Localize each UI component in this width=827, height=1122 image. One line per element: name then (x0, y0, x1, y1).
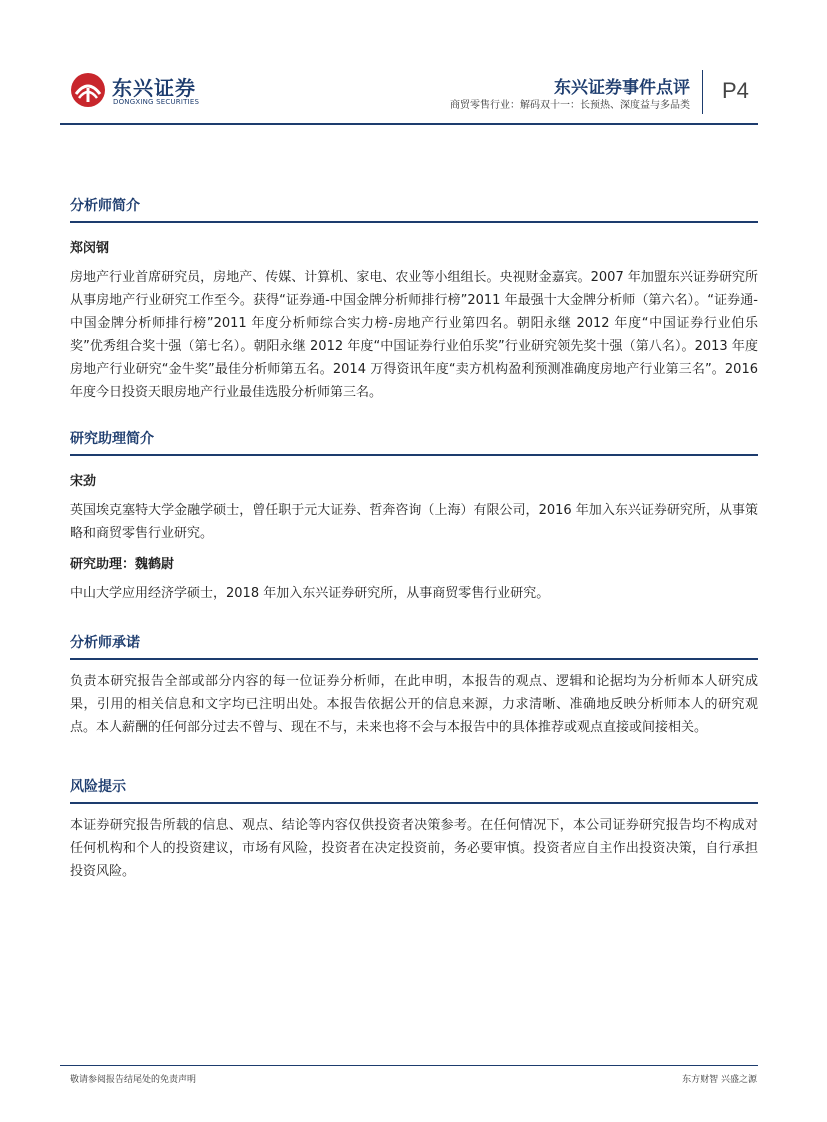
section-title: 风险提示 (70, 776, 758, 804)
assistant-name-1: 宋劲 (70, 474, 97, 489)
assistant-name-2: 研究助理：魏鹤尉 (70, 557, 175, 572)
report-type: 东兴证券事件点评 (554, 78, 690, 98)
footer-disclaimer-note: 敬请参阅报告结尾处的免责声明 (70, 1075, 197, 1085)
risk-section (70, 776, 758, 883)
dongxing-logo-icon (70, 72, 106, 108)
section-title: 分析师承诺 (70, 632, 758, 660)
section-title: 分析师简介 (70, 195, 758, 223)
analyst-bio: 房地产行业首席研究员，房地产、传媒、计算机、家电、农业等小组组长。央视财金嘉宾。2007 年加盟东兴证券研究所从事房地产行业研究工作至今。获得“证券通-中国金牌分析师排行榜”2011 年最强十大金牌分析师（第六名）。“证券通-中国金牌分析师排行榜”2011 年度分析师综合实力榜-房地产行业第四名。朝阳永继 2012 年度“中国证券行业伯乐奖”优秀组合奖十强（第七名）。朝阳永继 2012 年度“中国证券行业伯乐奖”行业研究领先奖十强（第八名）。2013 年度房地产行业研究“金牛奖”最佳分析师第五名。2014 万得资讯年度“卖方机构盈利预测准确度房地产行业第三名”。2016 年度今日投资天眼房地产行业最佳选股分析师第三名。 (70, 270, 758, 400)
assistant-bio-1: 英国埃克塞特大学金融学硕士，曾任职于元大证券、哲奔咨询（上海）有限公司，2016 年加入东兴证券研究所，从事策略和商贸零售行业研究。 (70, 503, 758, 541)
page-header (0, 0, 827, 130)
analyst-section (70, 195, 758, 404)
analyst-name: 郑闵钢 (70, 241, 110, 256)
page-number: P4 (722, 78, 749, 103)
footer-slogan: 东方财智 兴盛之源 (682, 1075, 757, 1085)
logo-text-en: DONGXING SECURITIES (113, 98, 200, 106)
assistant-bio-2: 中山大学应用经济学硕士，2018 年加入东兴证券研究所，从事商贸零售行业研究。 (70, 586, 550, 601)
footer-rule (60, 1065, 758, 1066)
commitment-section (70, 632, 758, 739)
assistant-section (70, 428, 758, 605)
report-subtitle: 商贸零售行业：解码双十一：长预热、深度益与多品类 (450, 100, 690, 111)
logo-text-cn: 东兴证券 (112, 76, 196, 100)
section-title: 研究助理简介 (70, 428, 758, 456)
commitment-text: 负责本研究报告全部或部分内容的每一位证券分析师，在此申明，本报告的观点、逻辑和论据均为分析师本人研究成果，引用的相关信息和文字均已注明出处。本报告依据公开的信息来源，力求清晰、准确地反映分析师本人的研究观点。本人薪酬的任何部分过去不曾与、现在不与，未来也将不会与本报告中的具体推荐或观点直接或间接相关。 (70, 674, 758, 735)
header-divider (702, 70, 703, 114)
header-rule (60, 123, 758, 125)
risk-text: 本证券研究报告所载的信息、观点、结论等内容仅供投资者决策参考。在任何情况下，本公司证券研究报告均不构成对任何机构和个人的投资建议，市场有风险，投资者在决定投资前，务必要审慎。投资者应自主作出投资决策，自行承担投资风险。 (70, 818, 758, 879)
